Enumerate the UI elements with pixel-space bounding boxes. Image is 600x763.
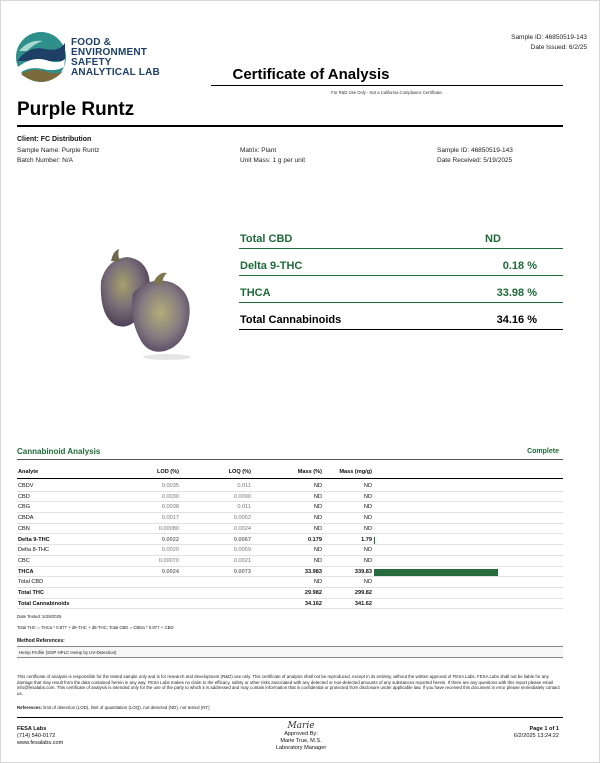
lod-cell: 0.0030 [161,493,179,500]
page-number: Page 1 of 1 [529,726,559,732]
analysis-status: Complete [527,448,559,455]
mass-bar [374,537,375,544]
table-row [17,545,563,556]
analyte-cell: Total Cannabinoids [18,600,70,607]
mass-percent-cell: ND [313,504,322,511]
loq-cell: 0.0024 [233,525,251,532]
table-row [17,524,563,535]
mass-percent-cell: 29.982 [304,590,322,596]
footer-timestamp: 6/2/2025 13:24:22 [513,733,559,739]
loq-cell: 0.0052 [233,515,251,522]
summary-value: ND [485,233,501,245]
disclaimer: This certificate of analysis is responsible for the tested sample only and is for research and development (R&D) use only. This certificate of analysis shall not be reproduced, except in its entirety, without the written approval of FESA Labs. FESA Labs shall not be liable for any damage that may result from the data contained herein in any way. FESA Labs makes no claim to the efficacy, safety or other risks associated with any detected or non-detected amounts of any substances reported herein. If there are any questions with this report please email info@fesalabs.com. This certificate of analysis is intended only for the use of the party to which it is addressed and may contain information that is confidential or protected from disclosure under applicable law. If you have received this document in error please immediately contact us. [17,674,560,696]
summary-label: Total CBD [240,233,293,245]
mass-mg-cell: ND [363,483,372,489]
lod-cell: 0.00070 [158,557,179,564]
summary-row-total-cbd [239,229,563,249]
analyte-cell: CBDA [18,515,34,522]
divider [211,85,563,86]
column-header: Analyte [18,469,39,475]
mass-percent-cell: 0.179 [308,536,322,543]
mass-bar [374,569,498,576]
mass-percent-cell: ND [313,483,322,489]
lab-name-line: FOOD & [71,37,112,48]
divider [17,459,563,460]
analyte-cell: Delta 8-THC [18,547,50,554]
table-row [17,567,563,578]
approver-name: Marie True, M.S. [280,738,322,744]
mass-mg-cell: ND [363,504,372,511]
loq-cell: 0.0021 [233,557,251,564]
header-date-issued: Date Issued: 6/2/25 [530,44,587,51]
analysis-title: Cannabinoid Analysis [17,447,101,456]
lod-cell: 0.0035 [161,483,179,489]
table-row [17,588,563,599]
footer-lab [17,726,63,747]
mass-percent-cell: ND [313,579,322,586]
summary-value: 0.18 % [502,260,537,272]
lod-cell: 0.00080 [158,525,179,532]
summary-value: 34.16 % [496,314,537,326]
analyte-cell: CBD [18,493,30,500]
lab-name-line: ANALYTICAL LAB [71,67,160,78]
summary-label: Delta 9-THC [240,260,303,272]
mass-percent-cell: ND [313,493,322,500]
document-title: Certificate of Analysis [232,66,390,83]
sample-id: Sample ID: 46850519-143 [437,147,513,154]
divider [17,125,563,127]
lod-cell: 0.0022 [161,536,179,543]
summary-row-total-cannabinoids [239,310,563,330]
references-label: References: [17,705,43,710]
loq-cell: 0.011 [237,483,251,489]
mass-percent-cell: ND [313,515,322,522]
batch-number: Batch Number: N/A [17,157,73,164]
divider [239,329,563,330]
sample-name: Sample Name: Purple Runtz [17,147,100,154]
table-row [17,481,563,492]
mass-mg-cell: ND [363,493,372,500]
table-row [17,502,563,513]
loq-cell: 0.011 [237,504,251,511]
lab-name-line: SAFETY [71,57,112,68]
product-name: Purple Runtz [17,99,135,120]
mass-percent-cell: 33.983 [304,568,322,575]
lod-cell: 0.0024 [161,568,179,575]
column-header: Mass (%) [297,469,322,475]
loq-cell: 0.0067 [233,536,251,543]
mass-mg-cell: ND [363,525,372,532]
document-subtitle: For R&D Use Only - Not a California Compliance Certificate. [331,90,443,95]
table-row [17,577,563,588]
divider [239,248,563,249]
footer-phone: (714) 540-0172 [17,733,56,739]
footer-website: www.fesalabs.com [17,740,64,746]
summary-row-thca [239,283,563,303]
method-heading: Method References: [17,638,65,644]
table-row [17,599,563,610]
mass-mg-cell: 339.83 [354,568,372,575]
lod-cell: 0.0038 [161,504,179,511]
product-photo [93,241,205,371]
client-name: Client: FC Distribution [17,136,92,143]
analyte-cell: CBN [18,525,30,532]
loq-cell: 0.0073 [233,568,251,575]
mass-percent-cell: ND [313,525,322,532]
lod-cell: 0.0017 [161,515,179,522]
summary-value: 33.98 % [496,287,537,299]
analyte-cell: CBC [18,557,30,564]
header-meta [511,33,587,53]
column-header: Mass (mg/g) [339,469,372,475]
summary-label: THCA [240,287,271,299]
footer-lab-name: FESA Labs [17,726,47,732]
lab-name-line: ENVIRONMENT [71,47,148,58]
total-formula: Total THC = THCa * 0.877 + d9-THC + d8-THC; Total CBD = CBDa * 0.877 + CBD [17,625,174,630]
date-received: Date Received: 5/19/2025 [437,157,513,164]
summary-label: Total Cannabinoids [240,314,342,326]
references-text: limit of detection (LOD), limit of quantitation (LOQ), not detected (ND), not tested (NT) [42,705,210,710]
table-row [17,513,563,524]
method-text: Hemp Profile (SOP HPLC Hemp by UV-Detection) [19,650,117,655]
mass-percent-cell: ND [313,547,322,554]
analysis-table-header [17,469,563,478]
mass-mg-cell: ND [363,547,372,554]
method-box [17,646,563,658]
signature: Marie [287,721,315,731]
approver-title: Laboratory Manager [275,745,327,751]
header-sample-id: Sample ID: 46850519-143 [511,34,587,41]
matrix: Matrix: Plant [240,147,277,154]
analyte-cell: THCA [18,568,34,575]
loq-cell: 0.0090 [233,493,251,500]
lod-cell: 0.0020 [161,547,179,554]
analyte-cell: Total THC [18,590,44,596]
unit-mass: Unit Mass: 1 g per unit [240,157,306,164]
approved-by: Approved By: [284,731,318,737]
footer-approval [256,721,346,752]
mass-mg-cell: ND [363,515,372,522]
divider [239,275,563,276]
mass-percent-cell: 34.162 [304,600,322,607]
analyte-cell: Total CBD [18,579,44,586]
sample-info-left [17,146,99,166]
table-row [17,535,563,546]
analyte-cell: CBG [18,504,31,511]
table-row [17,556,563,567]
mass-mg-cell: ND [363,579,372,586]
sample-info-middle [240,146,305,166]
divider [239,302,563,303]
mass-percent-cell: ND [313,557,322,564]
loq-cell: 0.0059 [233,547,251,554]
divider [17,478,563,479]
column-header: LOD (%) [156,469,179,475]
mass-mg-cell: ND [363,557,372,564]
mass-mg-cell: 1.79 [361,536,372,543]
footer-page [514,726,559,740]
divider [17,717,563,718]
mass-mg-cell: 299.82 [354,590,372,596]
date-tested: Date Tested: 5/29/2025 [17,614,62,619]
analyte-cell: Delta 9-THC [18,536,50,543]
summary-row-delta9 [239,256,563,276]
column-header: LOQ (%) [228,469,251,475]
mass-mg-cell: 341.62 [354,600,372,607]
table-row [17,492,563,503]
references [17,705,210,710]
analyte-cell: CBDV [18,483,34,489]
sample-info-right [437,146,513,166]
